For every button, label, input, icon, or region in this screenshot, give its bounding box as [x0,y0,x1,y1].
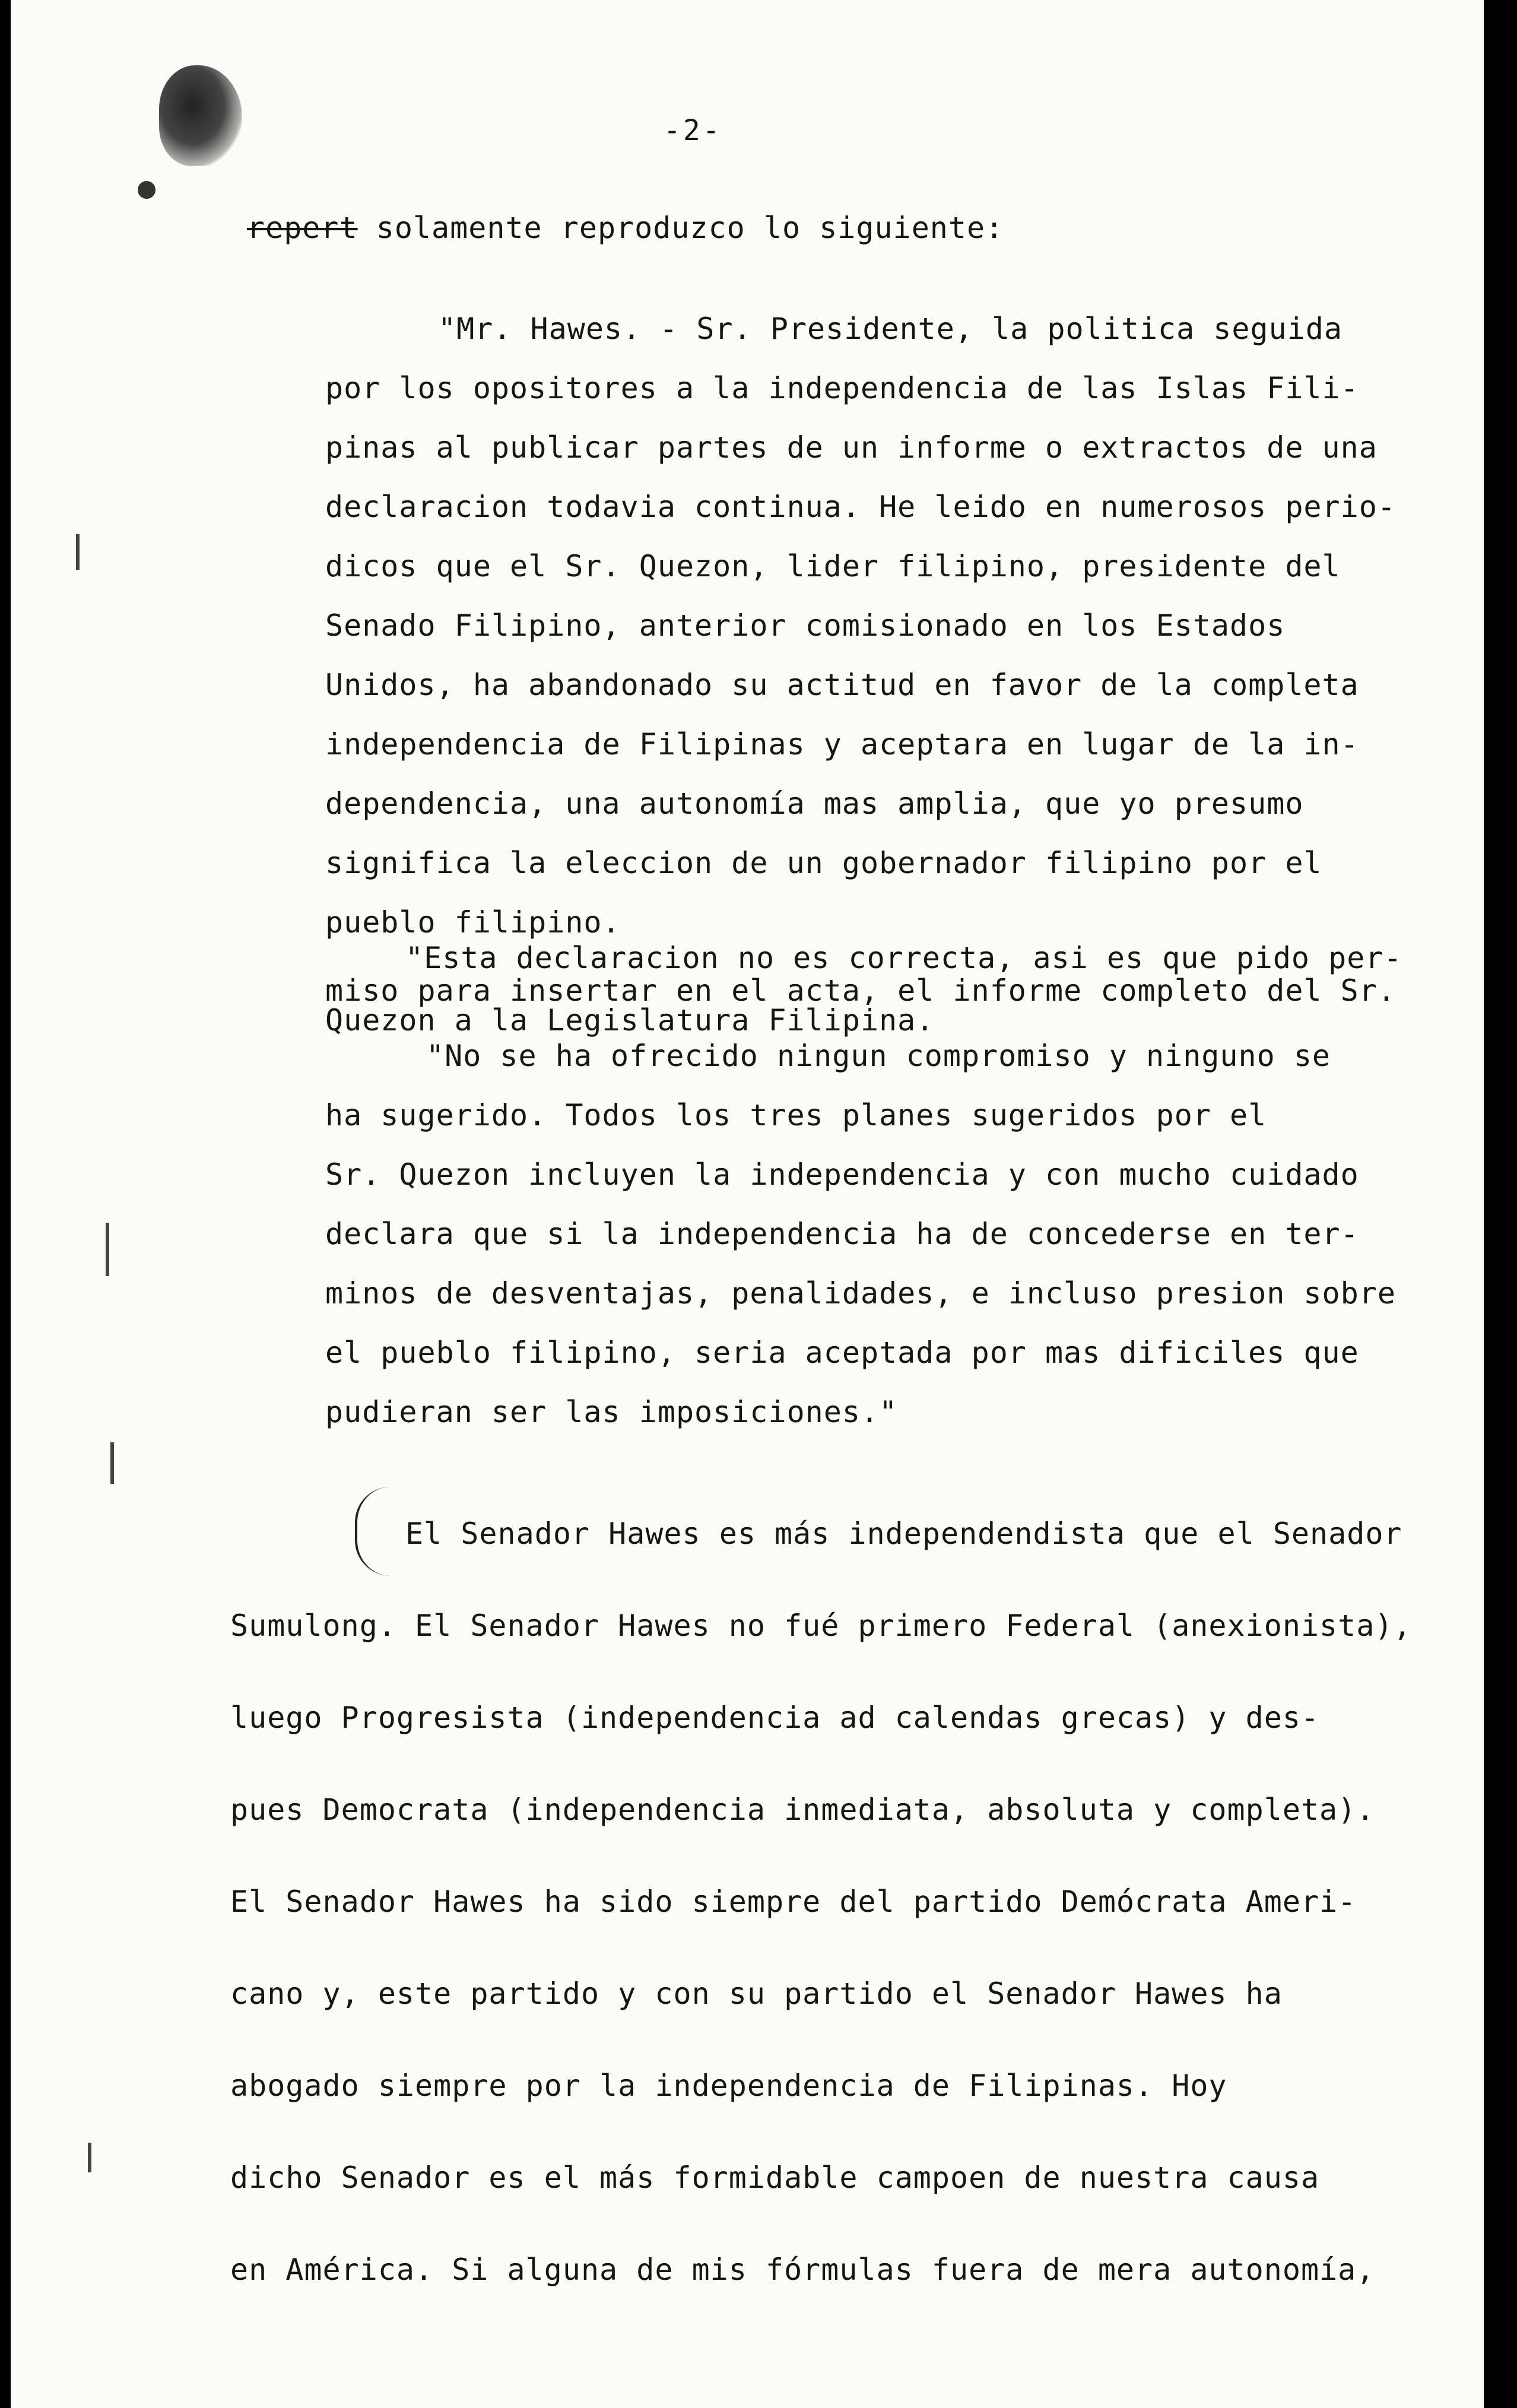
text-line: pudieran ser las imposiciones." [325,1395,898,1429]
text-line: minos de desventajas, penalidades, e incluso presion sobre [325,1276,1396,1311]
page-number: -2- [664,114,722,147]
struck-word: repert [247,211,358,245]
margin-mark [110,1442,114,1484]
text-line: cano y, este partido y con su partido el Senador Hawes ha [230,1976,1283,2011]
text-line: pues Democrata (independencia inmediata, absoluta y completa). [230,1792,1375,1827]
text-line: El Senador Hawes es más independendista que el Senador [405,1516,1402,1551]
text-line: "Esta declaracion no es correcta, asi es que pido per- [405,941,1402,975]
text-line: independencia de Filipinas y aceptara en lugar de la in- [325,727,1359,762]
handwritten-bracket [355,1487,393,1576]
text-line: El Senador Hawes ha sido siempre del partido Demócrata Ameri- [230,1884,1357,1919]
text-line: Sr. Quezon incluyen la independencia y con mucho cuidado [325,1157,1359,1192]
text-line: significa la eleccion de un gobernador filipino por el [325,846,1322,880]
text-line: pueblo filipino. [325,905,621,940]
text-line: "No se ha ofrecido ningun compromiso y ninguno se [426,1039,1331,1073]
text-line: el pueblo filipino, seria aceptada por mas dificiles que [325,1335,1359,1370]
margin-mark [106,1223,109,1276]
text-line: dicos que el Sr. Quezon, lider filipino, presidente del [325,549,1341,583]
quote-intro-text: solamente reproduzco lo siguiente: [357,211,1004,245]
text-line: "Mr. Hawes. - Sr. Presidente, la politica seguida [438,312,1343,346]
text-line: Sumulong. El Senador Hawes no fué primero Federal (anexionista), [230,1608,1412,1643]
text-line: dicho Senador es el más formidable campoen de nuestra causa [230,2160,1320,2195]
margin-mark [88,2143,91,2172]
text-line: ha sugerido. Todos los tres planes sugeridos por el [325,1098,1267,1132]
text-line: declaracion todavia continua. He leido en numerosos perio- [325,490,1396,524]
text-line: dependencia, una autonomía mas amplia, que yo presumo [325,786,1304,821]
ink-blot [159,65,242,166]
text-line: miso para insertar en el acta, el informe completo del Sr. [325,973,1396,1008]
text-line: por los opositores a la independencia de las Islas Fili- [325,371,1359,405]
text-line: pinas al publicar partes de un informe o extractos de una [325,430,1378,465]
text-line: Quezon a la Legislatura Filipina. [325,1003,935,1038]
margin-mark [76,534,80,570]
text-line: Unidos, ha abandonado su actitud en favor de la completa [325,668,1359,702]
quote-intro [247,211,1004,245]
ink-spot [138,181,155,199]
text-line: declara que si la independencia ha de concederse en ter- [325,1217,1359,1251]
page-edge-shadow [1484,0,1504,2408]
document-page [11,0,1484,2408]
text-line: Senado Filipino, anterior comisionado en los Estados [325,608,1286,643]
text-line: abogado siempre por la independencia de Filipinas. Hoy [230,2068,1227,2103]
text-line: luego Progresista (independencia ad calendas grecas) y des- [230,1700,1320,1735]
text-line: en América. Si alguna de mis fórmulas fuera de mera autonomía, [230,2252,1375,2287]
